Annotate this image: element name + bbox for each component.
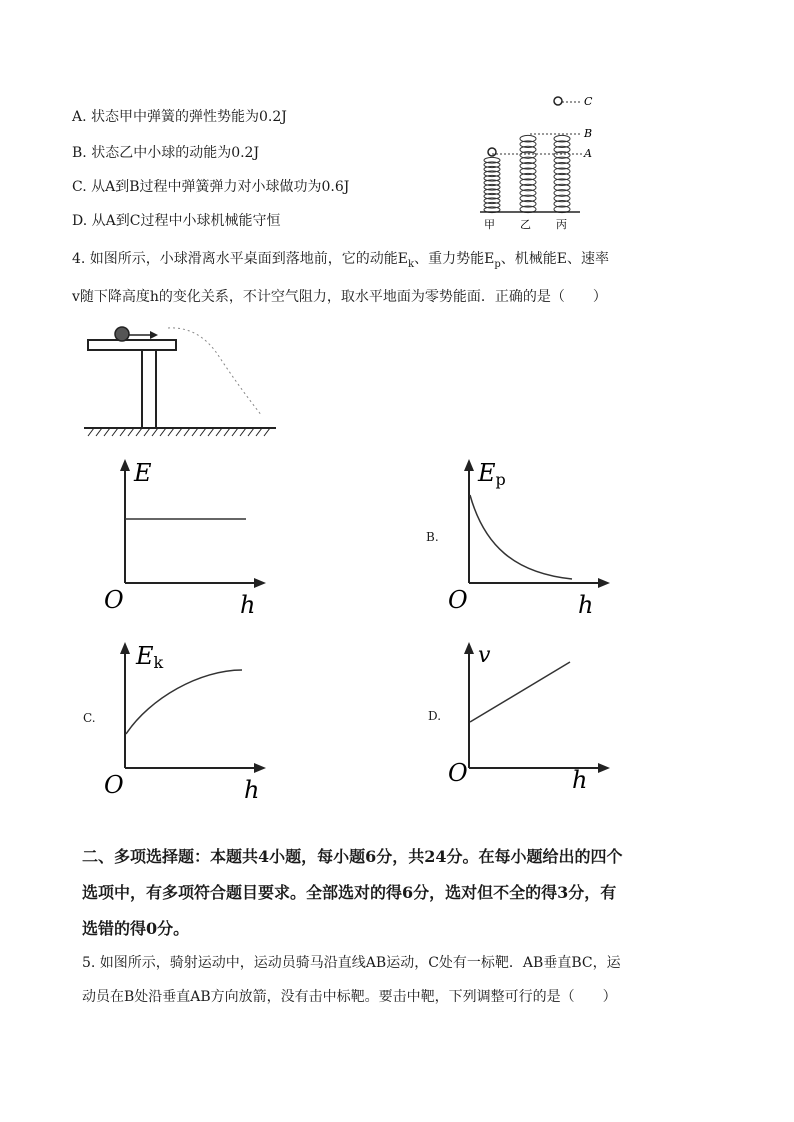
level-label-a: A [584,147,592,160]
q5-stem-line1: 5. 如图所示，骑射运动中，运动员骑马沿直线AB运动，C处有一标靶．AB垂直BC，运 [82,955,621,971]
state-label-bing: 丙 [556,218,567,231]
spring-jia [484,157,500,212]
graph-c-curve [126,670,242,734]
q3-option-d[interactable]: D. 从A到C过程中小球机械能守恒 [72,213,281,229]
spring-states-figure [470,88,620,233]
graph-d-origin: O [448,759,468,787]
graph-d-y-label: v [478,643,491,668]
q5-stem-line2: 动员在B处沿垂直AB方向放箭，没有击中标靶。要击中靶，下列调整可行的是（ ） [82,989,617,1005]
x-axis-arrow-icon [254,763,266,773]
graph-d-curve [470,662,570,722]
graph-d-v-vs-h[interactable] [444,638,614,800]
graph-c-origin: O [104,771,124,799]
y-axis-arrow-icon [120,459,130,471]
spring-bing [554,135,570,212]
q4-stem-line1: 4. 如图所示，小球滑离水平桌面到落地前，它的动能$E_k$、重力势能$E_p$、机械能E、速率 [72,251,609,270]
graph-c-x-label: h [244,776,260,800]
section2-line2: 选项中，有多项符合题目要求。全部选对的得6分，选对但不全的得3分，有 [82,883,617,902]
graph-b-option-label[interactable]: B. [426,530,439,544]
graph-b-ep-vs-h[interactable] [444,455,614,615]
graph-a-x-label: h [240,591,256,615]
q3-option-c[interactable]: C. 从A到B过程中弹簧弹力对小球做功为0.6J [72,179,350,195]
q3-option-b[interactable]: B. 状态乙中小球的动能为0.2J [72,145,260,161]
section2-line1: 二、多项选择题：本题共4小题，每小题6分，共24分。在每小题给出的四个 [82,847,623,866]
table-leg [142,350,156,428]
graph-d-option-label[interactable]: D. [428,709,442,723]
x-axis-arrow-icon [598,578,610,588]
graph-b-y-label: Ep [478,459,506,489]
y-axis-arrow-icon [120,642,130,654]
y-axis-arrow-icon [464,642,474,654]
ball-c [554,97,562,105]
graph-c-option-label[interactable]: C. [83,711,96,725]
graph-b-x-label: h [578,591,594,615]
trajectory [168,328,262,416]
graph-a-origin: O [104,586,124,614]
graph-d-x-label: h [572,766,588,794]
x-axis-arrow-icon [598,763,610,773]
level-label-c: C [584,95,593,108]
table-top [88,340,176,350]
ball [115,327,129,341]
graph-c-ek-vs-h[interactable] [100,638,270,800]
graph-b-origin: O [448,586,468,614]
arrow-right-icon [150,331,158,339]
q4-stem-line2: v随下降高度h的变化关系，不计空气阻力，取水平地面为零势能面．正确的是（ ） [72,289,607,305]
state-label-jia: 甲 [484,218,495,231]
graph-c-y-label: Ek [136,642,164,672]
spring-yi [520,135,536,212]
table-ball-figure [80,318,280,440]
section2-line3: 选错的得0分。 [82,919,190,938]
x-axis-arrow-icon [254,578,266,588]
y-axis-arrow-icon [464,459,474,471]
graph-a-e-vs-h[interactable] [100,455,270,615]
state-label-yi: 乙 [520,218,531,231]
graph-b-curve [470,495,572,579]
graph-a-y-label: E [134,459,152,487]
level-label-b: B [584,127,593,140]
ball-jia [488,148,496,156]
q3-option-a[interactable]: A. 状态甲中弹簧的弹性势能为0.2J [72,109,287,125]
